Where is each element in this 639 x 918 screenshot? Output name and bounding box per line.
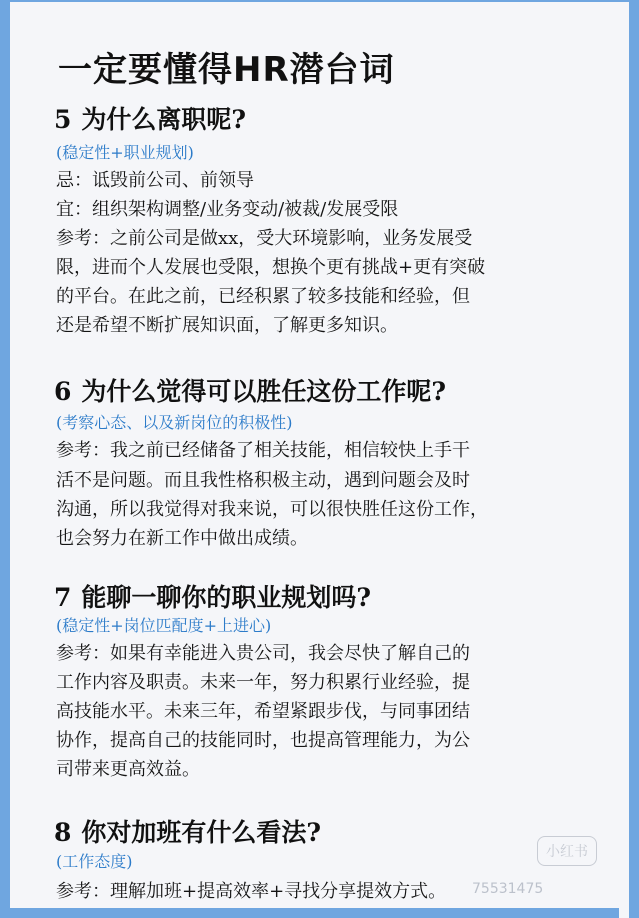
answer-line: 还是希望不断扩展知识面，了解更多知识。 bbox=[56, 315, 398, 336]
answer-line: 参考：之前公司是做xx，受大环境影响，业务发展受 bbox=[56, 228, 473, 249]
xiaohongshu-logo-watermark: 小红书 bbox=[537, 836, 597, 866]
watermark-id: 75531475 bbox=[472, 881, 544, 897]
answer-line: 参考：如果有幸能进入贵公司，我会尽快了解自己的 bbox=[56, 643, 470, 664]
question-7-heading bbox=[54, 578, 371, 614]
question-8-tag: (工作态度) bbox=[56, 852, 133, 871]
question-5-tag: (稳定性+职业规划) bbox=[56, 143, 194, 162]
answer-line: 司带来更高效益。 bbox=[56, 759, 200, 780]
question-number: 8 bbox=[54, 818, 72, 847]
question-text: 你对加班有什么看法? bbox=[81, 818, 322, 847]
answer-line: 工作内容及职责。未来一年，努力积累行业经验，提 bbox=[56, 672, 470, 693]
answer-line: 也会努力在新工作中做出成绩。 bbox=[56, 528, 308, 549]
answer-line: 高技能水平。未来三年，希望紧跟步伐，与同事团结 bbox=[56, 701, 470, 722]
question-6-heading bbox=[54, 372, 446, 408]
answer-line: 宜：组织架构调整/业务变动/被裁/发展受限 bbox=[56, 199, 399, 220]
question-number: 6 bbox=[54, 377, 72, 406]
question-text: 为什么离职呢? bbox=[81, 105, 247, 134]
answer-line: 忌：诋毁前公司、前领导 bbox=[56, 170, 254, 191]
page-title: 一定要懂得HR潜台词 bbox=[58, 50, 395, 90]
question-text: 能聊一聊你的职业规划吗? bbox=[81, 583, 372, 612]
question-number: 7 bbox=[54, 583, 72, 612]
answer-line: 的平台。在此之前，已经积累了较多技能和经验，但 bbox=[56, 286, 470, 307]
bottom-border bbox=[0, 908, 619, 918]
answer-line: 参考：理解加班+提高效率+寻找分享提效方式。 bbox=[56, 881, 447, 902]
answer-line: 沟通，所以我觉得对我来说，可以很快胜任这份工作， bbox=[56, 499, 488, 520]
question-8-heading bbox=[54, 813, 321, 849]
question-5-heading bbox=[54, 100, 246, 136]
answer-line: 协作，提高自己的技能同时，也提高管理能力，为公 bbox=[56, 730, 470, 751]
question-number: 5 bbox=[54, 105, 72, 134]
answer-line: 活不是问题。而且我性格积极主动，遇到问题会及时 bbox=[56, 470, 470, 491]
answer-line: 参考：我之前已经储备了相关技能，相信较快上手干 bbox=[56, 440, 470, 461]
question-text: 为什么觉得可以胜任这份工作呢? bbox=[81, 377, 447, 406]
question-7-tag: (稳定性+岗位匹配度+上进心) bbox=[56, 616, 272, 635]
question-6-tag: (考察心态、以及新岗位的积极性) bbox=[56, 413, 293, 432]
answer-line: 限，进而个人发展也受限，想换个更有挑战+更有突破 bbox=[56, 257, 486, 278]
